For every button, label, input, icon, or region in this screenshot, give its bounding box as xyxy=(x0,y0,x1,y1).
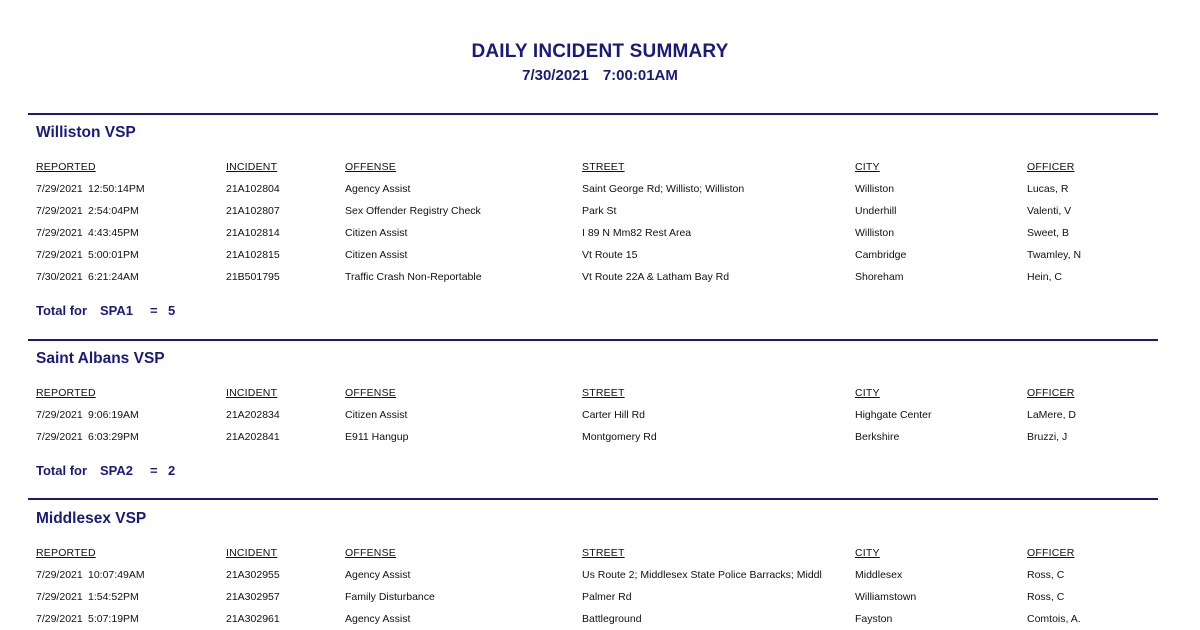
reported-date: 7/29/2021 xyxy=(36,249,83,261)
street-cell: Park St xyxy=(582,205,617,217)
reported-cell xyxy=(36,246,216,264)
incident-cell: 21A102815 xyxy=(226,249,280,261)
incident-cell: 21A202834 xyxy=(226,409,280,421)
street-cell: Carter Hill Rd xyxy=(582,409,646,421)
reported-time: 5:00:01PM xyxy=(88,249,139,261)
reported-time: 2:54:04PM xyxy=(88,205,139,217)
table-row xyxy=(0,246,1200,264)
city-cell: Highgate Center xyxy=(855,409,932,421)
city-cell: Underhill xyxy=(855,205,897,217)
incident-cell: 21A102814 xyxy=(226,227,280,239)
total-label: Total for xyxy=(36,303,88,318)
incident-cell: 21A302957 xyxy=(226,591,280,603)
incident-cell: 21A102807 xyxy=(226,205,280,217)
offense-cell: Agency Assist xyxy=(345,613,411,625)
offense-cell: Traffic Crash Non-Reportable xyxy=(345,271,482,283)
column-header-incident: INCIDENT xyxy=(226,547,278,559)
report-datetime xyxy=(0,66,1200,86)
reported-date: 7/30/2021 xyxy=(36,271,83,283)
officer-cell: Ross, C xyxy=(1027,569,1065,581)
table-row xyxy=(0,610,1200,628)
reported-time: 10:07:49AM xyxy=(88,569,145,581)
section-divider xyxy=(28,113,1158,115)
officer-cell: Lucas, R xyxy=(1027,183,1069,195)
column-header-offense: OFFENSE xyxy=(345,387,396,399)
street-cell: Vt Route 15 xyxy=(582,249,638,261)
reported-date: 7/29/2021 xyxy=(36,409,83,421)
reported-cell xyxy=(36,610,216,628)
column-header-row xyxy=(0,544,1200,562)
total-count: 2 xyxy=(168,463,176,478)
reported-cell xyxy=(36,428,216,446)
street-cell: Montgomery Rd xyxy=(582,431,657,443)
reported-date: 7/29/2021 xyxy=(36,591,83,603)
reported-date: 7/29/2021 xyxy=(36,613,83,625)
table-row xyxy=(0,224,1200,242)
total-equals: = xyxy=(150,463,158,478)
city-cell: Fayston xyxy=(855,613,893,625)
reported-date: 7/29/2021 xyxy=(36,227,83,239)
section-title: Saint Albans VSP xyxy=(36,350,165,367)
column-header-incident: INCIDENT xyxy=(226,387,278,399)
total-equals: = xyxy=(150,303,158,318)
officer-cell: Twamley, N xyxy=(1027,249,1082,261)
offense-cell: Citizen Assist xyxy=(345,409,408,421)
incident-cell: 21B501795 xyxy=(226,271,280,283)
total-code: SPA2 xyxy=(100,463,133,478)
city-cell: Williston xyxy=(855,227,895,239)
city-cell: Cambridge xyxy=(855,249,907,261)
offense-cell: Family Disturbance xyxy=(345,591,435,603)
street-cell: Battleground xyxy=(582,613,642,625)
street-cell: Us Route 2; Middlesex State Police Barracks; Middl xyxy=(582,569,822,581)
total-code: SPA1 xyxy=(100,303,133,318)
column-header-offense: OFFENSE xyxy=(345,547,396,559)
section-total xyxy=(36,303,175,318)
section-total xyxy=(36,463,175,478)
offense-cell: Citizen Assist xyxy=(345,227,408,239)
officer-cell: Ross, C xyxy=(1027,591,1065,603)
section-title: Middlesex VSP xyxy=(36,510,147,527)
reported-date: 7/29/2021 xyxy=(36,205,83,217)
officer-cell: Comtois, A. xyxy=(1027,613,1081,625)
city-cell: Williston xyxy=(855,183,895,195)
column-header-row xyxy=(0,158,1200,176)
reported-date: 7/29/2021 xyxy=(36,431,83,443)
report-date: 7/30/2021 xyxy=(522,67,589,84)
officer-cell: Valenti, V xyxy=(1027,205,1072,217)
reported-cell xyxy=(36,588,216,606)
table-row xyxy=(0,202,1200,220)
reported-time: 5:07:19PM xyxy=(88,613,139,625)
reported-time: 12:50:14PM xyxy=(88,183,145,195)
column-header-officer: OFFICER xyxy=(1027,387,1075,399)
column-header-offense: OFFENSE xyxy=(345,161,396,173)
report-title: DAILY INCIDENT SUMMARY xyxy=(471,41,729,62)
total-count: 5 xyxy=(168,303,176,318)
city-cell: Shoreham xyxy=(855,271,904,283)
column-header-street: STREET xyxy=(582,161,625,173)
street-cell: I 89 N Mm82 Rest Area xyxy=(582,227,692,239)
city-cell: Middlesex xyxy=(855,569,903,581)
reported-time: 4:43:45PM xyxy=(88,227,139,239)
reported-time: 1:54:52PM xyxy=(88,591,139,603)
table-row xyxy=(0,406,1200,424)
offense-cell: Citizen Assist xyxy=(345,249,408,261)
officer-cell: Bruzzi, J xyxy=(1027,431,1068,443)
column-header-reported: REPORTED xyxy=(36,161,96,173)
incident-cell: 21A302955 xyxy=(226,569,280,581)
column-header-street: STREET xyxy=(582,387,625,399)
reported-cell xyxy=(36,180,216,198)
incident-cell: 21A102804 xyxy=(226,183,280,195)
offense-cell: Agency Assist xyxy=(345,569,411,581)
report-time: 7:00:01AM xyxy=(602,67,678,84)
column-header-row xyxy=(0,384,1200,402)
reported-time: 9:06:19AM xyxy=(88,409,139,421)
reported-date: 7/29/2021 xyxy=(36,569,83,581)
table-row xyxy=(0,566,1200,584)
section-divider xyxy=(28,498,1158,500)
table-row xyxy=(0,268,1200,286)
offense-cell: Agency Assist xyxy=(345,183,411,195)
table-row xyxy=(0,428,1200,446)
column-header-street: STREET xyxy=(582,547,625,559)
column-header-officer: OFFICER xyxy=(1027,161,1075,173)
section-title: Williston VSP xyxy=(36,124,136,141)
section-divider xyxy=(28,339,1158,341)
reported-cell xyxy=(36,268,216,286)
table-row xyxy=(0,180,1200,198)
table-row xyxy=(0,588,1200,606)
column-header-city: CITY xyxy=(855,161,880,173)
reported-cell xyxy=(36,202,216,220)
offense-cell: Sex Offender Registry Check xyxy=(345,205,481,217)
column-header-reported: REPORTED xyxy=(36,547,96,559)
incident-cell: 21A202841 xyxy=(226,431,280,443)
column-header-city: CITY xyxy=(855,547,880,559)
report-header xyxy=(0,40,1200,86)
city-cell: Williamstown xyxy=(855,591,917,603)
city-cell: Berkshire xyxy=(855,431,900,443)
reported-cell xyxy=(36,406,216,424)
street-cell: Palmer Rd xyxy=(582,591,632,603)
column-header-reported: REPORTED xyxy=(36,387,96,399)
column-header-city: CITY xyxy=(855,387,880,399)
offense-cell: E911 Hangup xyxy=(345,431,409,443)
street-cell: Vt Route 22A & Latham Bay Rd xyxy=(582,271,730,283)
officer-cell: Hein, C xyxy=(1027,271,1063,283)
reported-date: 7/29/2021 xyxy=(36,183,83,195)
street-cell: Saint George Rd; Willisto; Williston xyxy=(582,183,745,195)
column-header-incident: INCIDENT xyxy=(226,161,278,173)
total-label: Total for xyxy=(36,463,88,478)
reported-cell xyxy=(36,566,216,584)
column-header-officer: OFFICER xyxy=(1027,547,1075,559)
officer-cell: Sweet, B xyxy=(1027,227,1070,239)
incident-cell: 21A302961 xyxy=(226,613,280,625)
reported-cell xyxy=(36,224,216,242)
officer-cell: LaMere, D xyxy=(1027,409,1077,421)
reported-time: 6:21:24AM xyxy=(88,271,139,283)
reported-time: 6:03:29PM xyxy=(88,431,139,443)
